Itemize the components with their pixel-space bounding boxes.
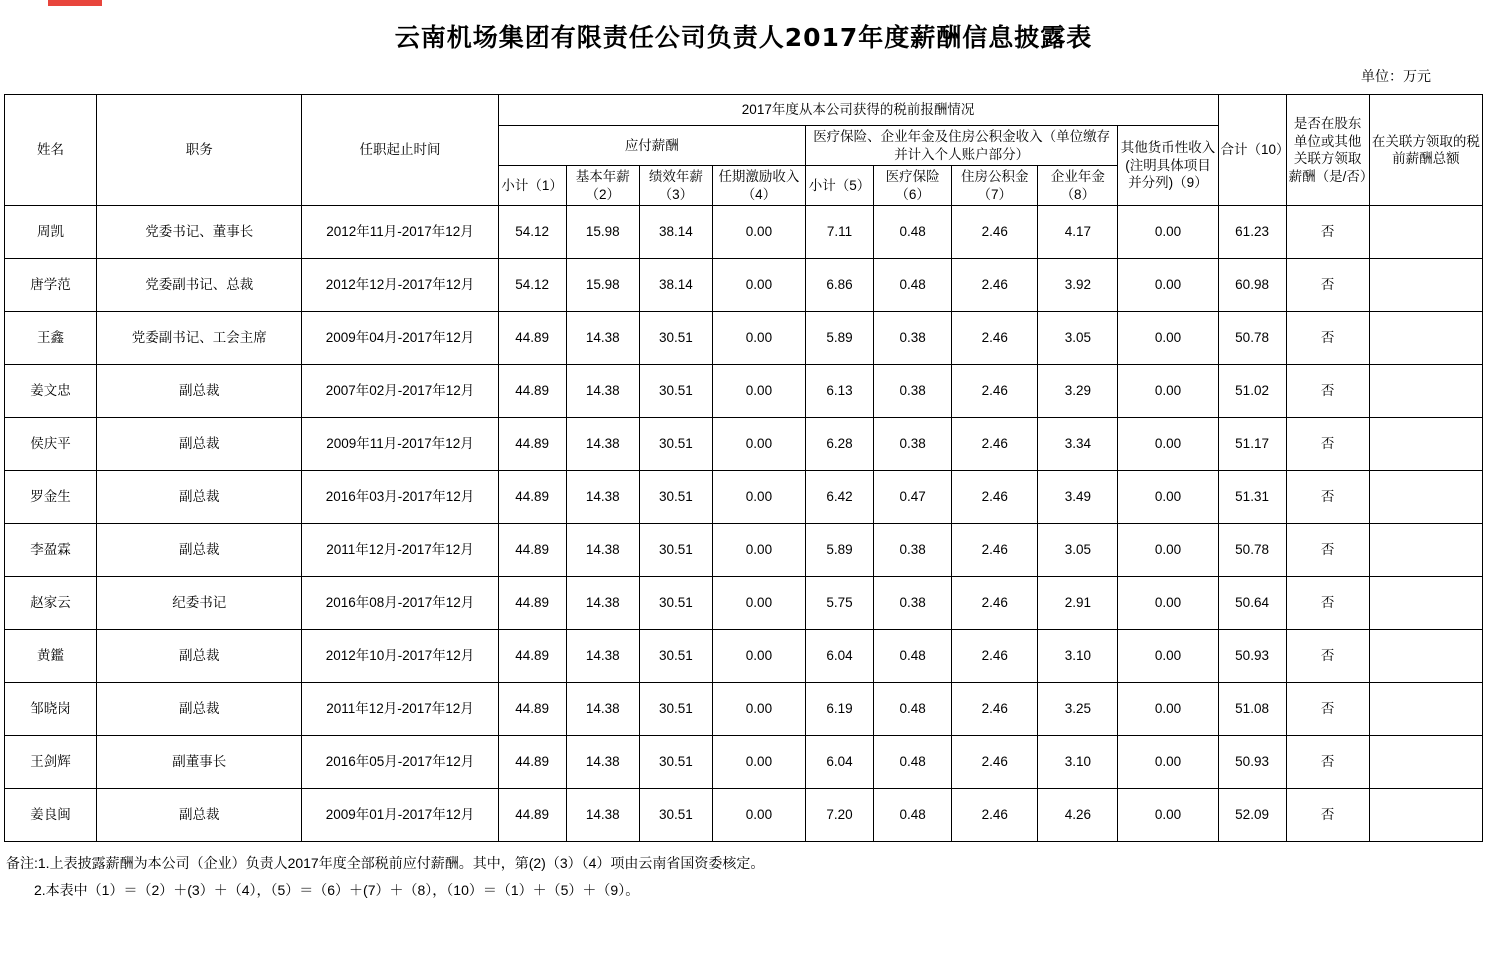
cell-housing: 2.46 bbox=[952, 259, 1038, 312]
col-header-pretax-group: 2017年度从本公司获得的税前报酬情况 bbox=[498, 95, 1218, 126]
table-row bbox=[5, 259, 1483, 312]
cell-base-salary: 14.38 bbox=[566, 418, 639, 471]
cell-related-party-yesno: 否 bbox=[1286, 683, 1369, 736]
table-row bbox=[5, 365, 1483, 418]
cell-related-party-amount bbox=[1369, 524, 1482, 577]
cell-performance: 30.51 bbox=[639, 524, 712, 577]
cell-annuity: 3.10 bbox=[1038, 736, 1118, 789]
cell-other-income: 0.00 bbox=[1118, 471, 1218, 524]
cell-medical: 0.38 bbox=[874, 365, 952, 418]
cell-subtotal1: 54.12 bbox=[498, 206, 566, 259]
cell-related-party-amount bbox=[1369, 577, 1482, 630]
cell-total: 51.17 bbox=[1218, 418, 1286, 471]
cell-medical: 0.48 bbox=[874, 206, 952, 259]
cell-tenure: 2016年05月-2017年12月 bbox=[302, 736, 498, 789]
cell-term-incentive: 0.00 bbox=[712, 206, 805, 259]
table-row bbox=[5, 630, 1483, 683]
cell-related-party-yesno: 否 bbox=[1286, 471, 1369, 524]
cell-performance: 30.51 bbox=[639, 418, 712, 471]
cell-related-party-amount bbox=[1369, 259, 1482, 312]
cell-position: 党委副书记、总裁 bbox=[97, 259, 302, 312]
cell-related-party-yesno: 否 bbox=[1286, 312, 1369, 365]
cell-position: 党委书记、董事长 bbox=[97, 206, 302, 259]
cell-related-party-yesno: 否 bbox=[1286, 365, 1369, 418]
cell-total: 50.78 bbox=[1218, 312, 1286, 365]
cell-housing: 2.46 bbox=[952, 206, 1038, 259]
note-line-2: 2.本表中（1）＝（2）＋(3）＋（4），（5）＝（6）＋(7）＋（8），（10）＝（1）＋（5）＋（9）。 bbox=[34, 881, 640, 898]
cell-related-party-yesno: 否 bbox=[1286, 524, 1369, 577]
cell-performance: 30.51 bbox=[639, 471, 712, 524]
cell-performance: 30.51 bbox=[639, 312, 712, 365]
col-header-total: 合计（10） bbox=[1218, 95, 1286, 206]
cell-total: 50.64 bbox=[1218, 577, 1286, 630]
cell-other-income: 0.00 bbox=[1118, 577, 1218, 630]
cell-term-incentive: 0.00 bbox=[712, 524, 805, 577]
cell-name: 周凯 bbox=[5, 206, 97, 259]
cell-subtotal5: 6.42 bbox=[806, 471, 874, 524]
cell-total: 61.23 bbox=[1218, 206, 1286, 259]
cell-performance: 38.14 bbox=[639, 206, 712, 259]
cell-base-salary: 14.38 bbox=[566, 683, 639, 736]
cell-subtotal5: 5.89 bbox=[806, 312, 874, 365]
cell-subtotal1: 44.89 bbox=[498, 630, 566, 683]
cell-position: 副总裁 bbox=[97, 471, 302, 524]
cell-name: 李盈霖 bbox=[5, 524, 97, 577]
cell-subtotal5: 5.75 bbox=[806, 577, 874, 630]
page-title: 云南机场集团有限责任公司负责人2017年度薪酬信息披露表 bbox=[394, 23, 1093, 52]
cell-other-income: 0.00 bbox=[1118, 312, 1218, 365]
cell-housing: 2.46 bbox=[952, 418, 1038, 471]
cell-base-salary: 14.38 bbox=[566, 577, 639, 630]
cell-subtotal5: 6.04 bbox=[806, 630, 874, 683]
cell-subtotal1: 44.89 bbox=[498, 418, 566, 471]
cell-related-party-amount bbox=[1369, 736, 1482, 789]
cell-annuity: 3.05 bbox=[1038, 524, 1118, 577]
cell-annuity: 4.17 bbox=[1038, 206, 1118, 259]
col-header-name: 姓名 bbox=[5, 95, 97, 206]
cell-tenure: 2011年12月-2017年12月 bbox=[302, 683, 498, 736]
cell-tenure: 2016年08月-2017年12月 bbox=[302, 577, 498, 630]
cell-subtotal1: 44.89 bbox=[498, 683, 566, 736]
cell-total: 51.08 bbox=[1218, 683, 1286, 736]
cell-tenure: 2009年01月-2017年12月 bbox=[302, 789, 498, 842]
cell-base-salary: 14.38 bbox=[566, 736, 639, 789]
cell-position: 党委副书记、工会主席 bbox=[97, 312, 302, 365]
cell-position: 副总裁 bbox=[97, 789, 302, 842]
col-header-medical: 医疗保险（6） bbox=[874, 166, 952, 206]
cell-housing: 2.46 bbox=[952, 312, 1038, 365]
cell-other-income: 0.00 bbox=[1118, 630, 1218, 683]
cell-related-party-yesno: 否 bbox=[1286, 206, 1369, 259]
cell-related-party-yesno: 否 bbox=[1286, 577, 1369, 630]
cell-related-party-yesno: 否 bbox=[1286, 789, 1369, 842]
cell-related-party-yesno: 否 bbox=[1286, 259, 1369, 312]
col-header-subtotal1: 小计（1） bbox=[498, 166, 566, 206]
cell-term-incentive: 0.00 bbox=[712, 365, 805, 418]
cell-annuity: 3.10 bbox=[1038, 630, 1118, 683]
cell-name: 罗金生 bbox=[5, 471, 97, 524]
cell-base-salary: 14.38 bbox=[566, 524, 639, 577]
table-row bbox=[5, 418, 1483, 471]
cell-tenure: 2016年03月-2017年12月 bbox=[302, 471, 498, 524]
cell-housing: 2.46 bbox=[952, 736, 1038, 789]
cell-annuity: 3.34 bbox=[1038, 418, 1118, 471]
table-notes bbox=[0, 842, 1487, 903]
table-row bbox=[5, 577, 1483, 630]
cell-related-party-amount bbox=[1369, 365, 1482, 418]
cell-performance: 30.51 bbox=[639, 736, 712, 789]
cell-annuity: 3.25 bbox=[1038, 683, 1118, 736]
cell-term-incentive: 0.00 bbox=[712, 630, 805, 683]
cell-related-party-amount bbox=[1369, 789, 1482, 842]
salary-disclosure-table bbox=[4, 94, 1483, 842]
cell-term-incentive: 0.00 bbox=[712, 736, 805, 789]
cell-related-party-amount bbox=[1369, 418, 1482, 471]
cell-annuity: 3.49 bbox=[1038, 471, 1118, 524]
table-row bbox=[5, 206, 1483, 259]
cell-position: 副总裁 bbox=[97, 524, 302, 577]
cell-tenure: 2009年11月-2017年12月 bbox=[302, 418, 498, 471]
cell-subtotal1: 44.89 bbox=[498, 365, 566, 418]
cell-term-incentive: 0.00 bbox=[712, 418, 805, 471]
cell-performance: 38.14 bbox=[639, 259, 712, 312]
cell-annuity: 3.92 bbox=[1038, 259, 1118, 312]
cell-medical: 0.38 bbox=[874, 524, 952, 577]
cell-performance: 30.51 bbox=[639, 365, 712, 418]
cell-subtotal1: 44.89 bbox=[498, 312, 566, 365]
col-header-related-party-yesno: 是否在股东单位或其他关联方领取薪酬（是/否） bbox=[1286, 95, 1369, 206]
col-header-insurance-group: 医疗保险、企业年金及住房公积金收入（单位缴存并计入个人账户部分） bbox=[806, 126, 1118, 166]
cell-subtotal1: 44.89 bbox=[498, 471, 566, 524]
cell-base-salary: 14.38 bbox=[566, 312, 639, 365]
cell-tenure: 2012年10月-2017年12月 bbox=[302, 630, 498, 683]
cell-term-incentive: 0.00 bbox=[712, 471, 805, 524]
cell-name: 侯庆平 bbox=[5, 418, 97, 471]
table-row bbox=[5, 736, 1483, 789]
cell-related-party-amount bbox=[1369, 630, 1482, 683]
cell-subtotal1: 54.12 bbox=[498, 259, 566, 312]
col-header-housing: 住房公积金（7） bbox=[952, 166, 1038, 206]
cell-position: 纪委书记 bbox=[97, 577, 302, 630]
col-header-term-incentive: 任期激励收入（4） bbox=[712, 166, 805, 206]
cell-name: 唐学范 bbox=[5, 259, 97, 312]
cell-name: 姜文忠 bbox=[5, 365, 97, 418]
cell-medical: 0.48 bbox=[874, 630, 952, 683]
cell-position: 副总裁 bbox=[97, 418, 302, 471]
cell-related-party-yesno: 否 bbox=[1286, 736, 1369, 789]
cell-medical: 0.38 bbox=[874, 577, 952, 630]
table-row bbox=[5, 312, 1483, 365]
corner-marker bbox=[48, 0, 102, 6]
cell-related-party-yesno: 否 bbox=[1286, 630, 1369, 683]
cell-name: 王鑫 bbox=[5, 312, 97, 365]
cell-other-income: 0.00 bbox=[1118, 789, 1218, 842]
cell-subtotal5: 7.11 bbox=[806, 206, 874, 259]
cell-housing: 2.46 bbox=[952, 365, 1038, 418]
cell-subtotal1: 44.89 bbox=[498, 736, 566, 789]
col-header-tenure: 任职起止时间 bbox=[302, 95, 498, 206]
cell-base-salary: 14.38 bbox=[566, 365, 639, 418]
cell-medical: 0.48 bbox=[874, 683, 952, 736]
cell-subtotal5: 5.89 bbox=[806, 524, 874, 577]
cell-related-party-yesno: 否 bbox=[1286, 418, 1369, 471]
col-header-subtotal5: 小计（5） bbox=[806, 166, 874, 206]
cell-total: 52.09 bbox=[1218, 789, 1286, 842]
cell-other-income: 0.00 bbox=[1118, 524, 1218, 577]
col-header-annuity: 企业年金（8） bbox=[1038, 166, 1118, 206]
cell-subtotal5: 7.20 bbox=[806, 789, 874, 842]
col-header-position: 职务 bbox=[97, 95, 302, 206]
cell-total: 50.93 bbox=[1218, 736, 1286, 789]
cell-name: 赵家云 bbox=[5, 577, 97, 630]
cell-subtotal1: 44.89 bbox=[498, 789, 566, 842]
cell-housing: 2.46 bbox=[952, 789, 1038, 842]
col-header-other-income: 其他货币性收入(注明具体项目并分列)（9） bbox=[1118, 126, 1218, 206]
cell-position: 副总裁 bbox=[97, 683, 302, 736]
cell-other-income: 0.00 bbox=[1118, 365, 1218, 418]
cell-total: 50.78 bbox=[1218, 524, 1286, 577]
cell-subtotal1: 44.89 bbox=[498, 524, 566, 577]
cell-performance: 30.51 bbox=[639, 577, 712, 630]
unit-note: 单位：万元 bbox=[1361, 68, 1431, 84]
cell-tenure: 2007年02月-2017年12月 bbox=[302, 365, 498, 418]
cell-related-party-amount bbox=[1369, 471, 1482, 524]
cell-housing: 2.46 bbox=[952, 471, 1038, 524]
cell-other-income: 0.00 bbox=[1118, 736, 1218, 789]
cell-total: 50.93 bbox=[1218, 630, 1286, 683]
cell-other-income: 0.00 bbox=[1118, 683, 1218, 736]
cell-other-income: 0.00 bbox=[1118, 259, 1218, 312]
cell-term-incentive: 0.00 bbox=[712, 789, 805, 842]
cell-medical: 0.38 bbox=[874, 418, 952, 471]
cell-position: 副董事长 bbox=[97, 736, 302, 789]
col-header-related-party-amount: 在关联方领取的税前薪酬总额 bbox=[1369, 95, 1482, 206]
cell-tenure: 2012年11月-2017年12月 bbox=[302, 206, 498, 259]
cell-base-salary: 15.98 bbox=[566, 206, 639, 259]
cell-housing: 2.46 bbox=[952, 630, 1038, 683]
table-row bbox=[5, 471, 1483, 524]
cell-annuity: 2.91 bbox=[1038, 577, 1118, 630]
cell-other-income: 0.00 bbox=[1118, 206, 1218, 259]
cell-subtotal5: 6.86 bbox=[806, 259, 874, 312]
cell-annuity: 3.05 bbox=[1038, 312, 1118, 365]
cell-base-salary: 15.98 bbox=[566, 259, 639, 312]
cell-tenure: 2011年12月-2017年12月 bbox=[302, 524, 498, 577]
table-row bbox=[5, 789, 1483, 842]
cell-medical: 0.48 bbox=[874, 259, 952, 312]
cell-base-salary: 14.38 bbox=[566, 630, 639, 683]
cell-subtotal5: 6.13 bbox=[806, 365, 874, 418]
cell-performance: 30.51 bbox=[639, 683, 712, 736]
cell-base-salary: 14.38 bbox=[566, 789, 639, 842]
cell-position: 副总裁 bbox=[97, 365, 302, 418]
cell-medical: 0.48 bbox=[874, 736, 952, 789]
cell-medical: 0.38 bbox=[874, 312, 952, 365]
cell-related-party-amount bbox=[1369, 206, 1482, 259]
cell-medical: 0.48 bbox=[874, 789, 952, 842]
cell-base-salary: 14.38 bbox=[566, 471, 639, 524]
cell-housing: 2.46 bbox=[952, 577, 1038, 630]
cell-performance: 30.51 bbox=[639, 789, 712, 842]
cell-performance: 30.51 bbox=[639, 630, 712, 683]
cell-name: 黄鑑 bbox=[5, 630, 97, 683]
cell-annuity: 4.26 bbox=[1038, 789, 1118, 842]
cell-term-incentive: 0.00 bbox=[712, 683, 805, 736]
note-line-1: 备注:1.上表披露薪酬为本公司（企业）负责人2017年度全部税前应付薪酬。其中，第(2)（3）（4）项由云南省国资委核定。 bbox=[6, 855, 765, 872]
cell-total: 51.31 bbox=[1218, 471, 1286, 524]
cell-total: 60.98 bbox=[1218, 259, 1286, 312]
cell-name: 姜良闽 bbox=[5, 789, 97, 842]
cell-subtotal5: 6.19 bbox=[806, 683, 874, 736]
cell-term-incentive: 0.00 bbox=[712, 259, 805, 312]
cell-subtotal1: 44.89 bbox=[498, 577, 566, 630]
cell-tenure: 2012年12月-2017年12月 bbox=[302, 259, 498, 312]
cell-housing: 2.46 bbox=[952, 524, 1038, 577]
cell-tenure: 2009年04月-2017年12月 bbox=[302, 312, 498, 365]
col-header-payable-group: 应付薪酬 bbox=[498, 126, 805, 166]
cell-annuity: 3.29 bbox=[1038, 365, 1118, 418]
cell-total: 51.02 bbox=[1218, 365, 1286, 418]
cell-name: 邹晓岗 bbox=[5, 683, 97, 736]
col-header-performance: 绩效年薪（3） bbox=[639, 166, 712, 206]
cell-subtotal5: 6.28 bbox=[806, 418, 874, 471]
col-header-base-salary: 基本年薪（2） bbox=[566, 166, 639, 206]
cell-position: 副总裁 bbox=[97, 630, 302, 683]
cell-term-incentive: 0.00 bbox=[712, 312, 805, 365]
cell-housing: 2.46 bbox=[952, 683, 1038, 736]
cell-medical: 0.47 bbox=[874, 471, 952, 524]
cell-term-incentive: 0.00 bbox=[712, 577, 805, 630]
cell-name: 王剑辉 bbox=[5, 736, 97, 789]
cell-other-income: 0.00 bbox=[1118, 418, 1218, 471]
cell-related-party-amount bbox=[1369, 683, 1482, 736]
table-row bbox=[5, 683, 1483, 736]
table-row bbox=[5, 524, 1483, 577]
cell-subtotal5: 6.04 bbox=[806, 736, 874, 789]
cell-related-party-amount bbox=[1369, 312, 1482, 365]
